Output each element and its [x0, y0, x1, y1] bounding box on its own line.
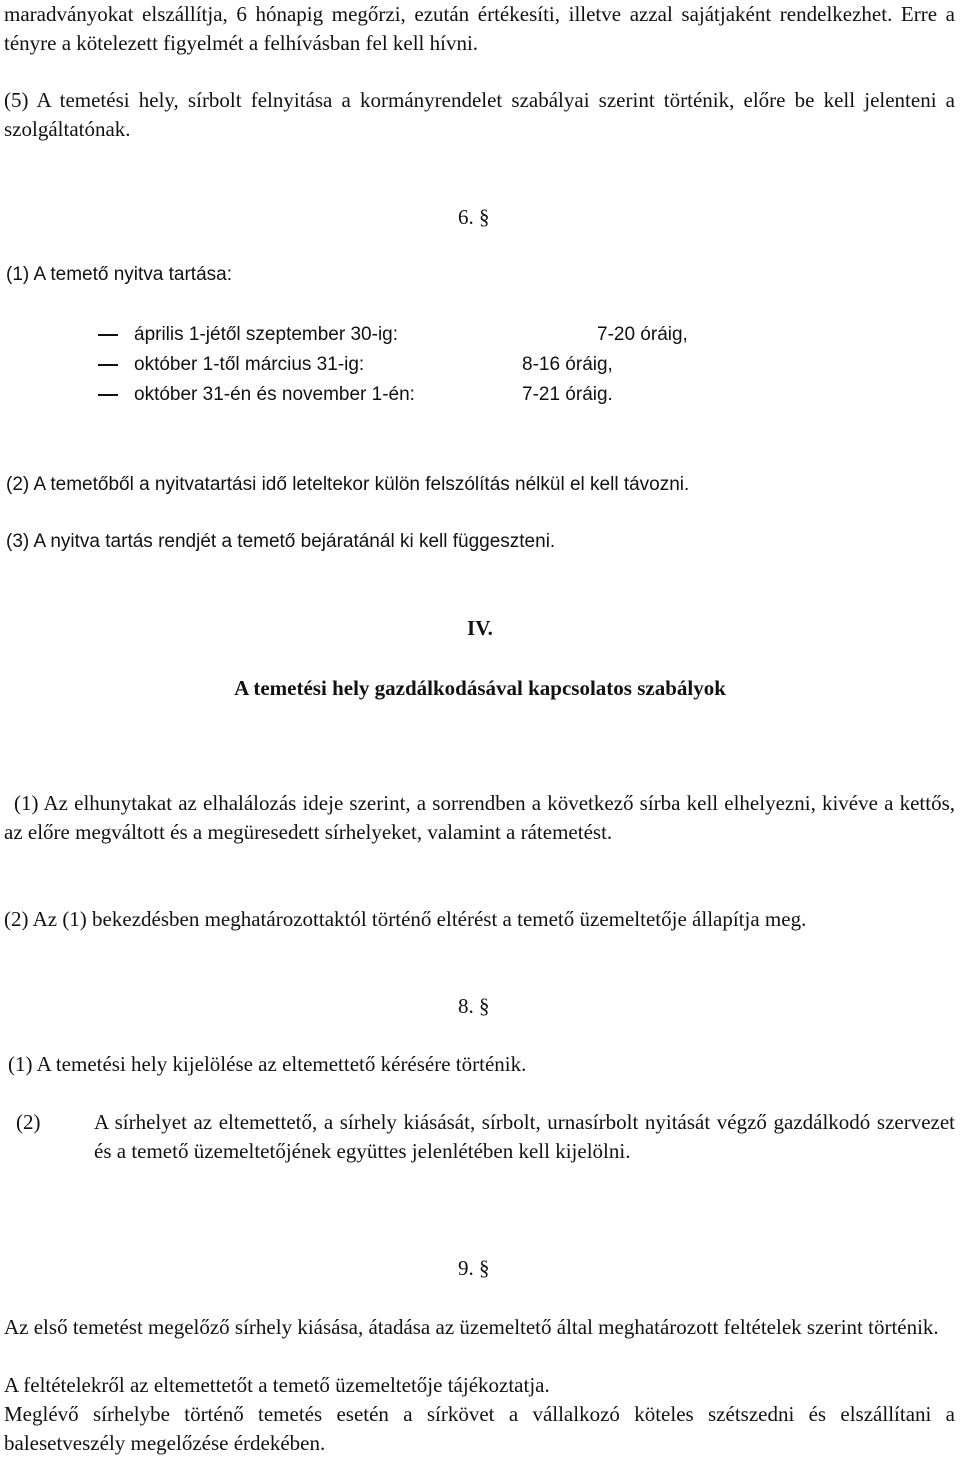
chapter-4-paragraph-2: (2) Az (1) bekezdésben meghatározottaktól történő eltérést a temető üzemeltetője állapítja meg. [4, 907, 807, 931]
section-9-line-2: A feltételekről az eltemettetőt a temető üzemeltetője tájékoztatja. [4, 1373, 550, 1397]
paragraph-continuation: maradványokat elszállítja, 6 hónapig megőrzi, ezután értékesíti, illetve azzal sajátjaként rendelkezhet. Erre a tényre a kötelezett figyelmét a felhívásban fel kell hívni. [4, 2, 955, 55]
hours-time: 7-21 óráig. [522, 384, 613, 405]
hours-time: 7-20 óráig, [597, 324, 688, 345]
section-6-paragraph-1: (1) A temető nyitva tartása: [6, 264, 232, 285]
chapter-number: IV. [467, 616, 493, 640]
paragraph-5: (5) A temetési hely, sírbolt felnyitása a kormányrendelet szabályai szerint történik, előre be kell jelenteni a szolgáltatónak. [4, 88, 955, 141]
section-8-paragraph-1: (1) A temetési hely kijelölése az eltemettető kérésére történik. [8, 1052, 527, 1076]
section-8-heading: 8. § [458, 994, 490, 1018]
hours-time: 8-16 óráig, [522, 354, 613, 375]
list-dash [98, 334, 118, 336]
chapter-4-paragraph-1: (1) Az elhunytakat az elhalálozás ideje szerint, a sorrendben a következő sírba kell elhelyezni, kivéve a kettős, az előre megváltott és a megüresedett sírhelyeket, valamint a rátemetést. [4, 791, 955, 844]
section-9-heading: 9. § [458, 1256, 490, 1280]
section-9-line-3: Meglévő sírhelybe történő temetés esetén a sírkövet a vállalkozó köteles szétszedni és elszállítani a balesetveszély megelőzése érdekében. [4, 1402, 955, 1455]
section-8-paragraph-2 [94, 1108, 955, 1166]
hours-period: október 31-én és november 1-én: [134, 384, 415, 405]
hours-period: október 1-től március 31-ig: [134, 354, 365, 375]
section-8-paragraph-2-text: A sírhelyet az eltemettető, a sírhely kiásását, sírbolt, urnasírbolt nyitását végző gazdálkodó szervezet és a temető üzemeltetőjének együttes jelenlétében kell kijelölni. [94, 1110, 955, 1163]
section-8-paragraph-2-number: (2) [16, 1110, 41, 1134]
list-dash [98, 394, 118, 396]
section-9-line-1: Az első temetést megelőző sírhely kiásása, átadása az üzemeltető által meghatározott feltételek szerint történik. [4, 1315, 939, 1339]
chapter-title: A temetési hely gazdálkodásával kapcsolatos szabályok [234, 676, 726, 700]
hours-period: április 1-jétől szeptember 30-ig: [134, 324, 399, 345]
section-6-paragraph-3: (3) A nyitva tartás rendjét a temető bejáratánál ki kell függeszteni. [6, 531, 556, 552]
section-6-heading: 6. § [458, 205, 490, 229]
section-6-paragraph-2: (2) A temetőből a nyitvatartási idő leteltekor külön felszólítás nélkül el kell távozni. [6, 474, 690, 495]
list-dash [98, 364, 118, 366]
